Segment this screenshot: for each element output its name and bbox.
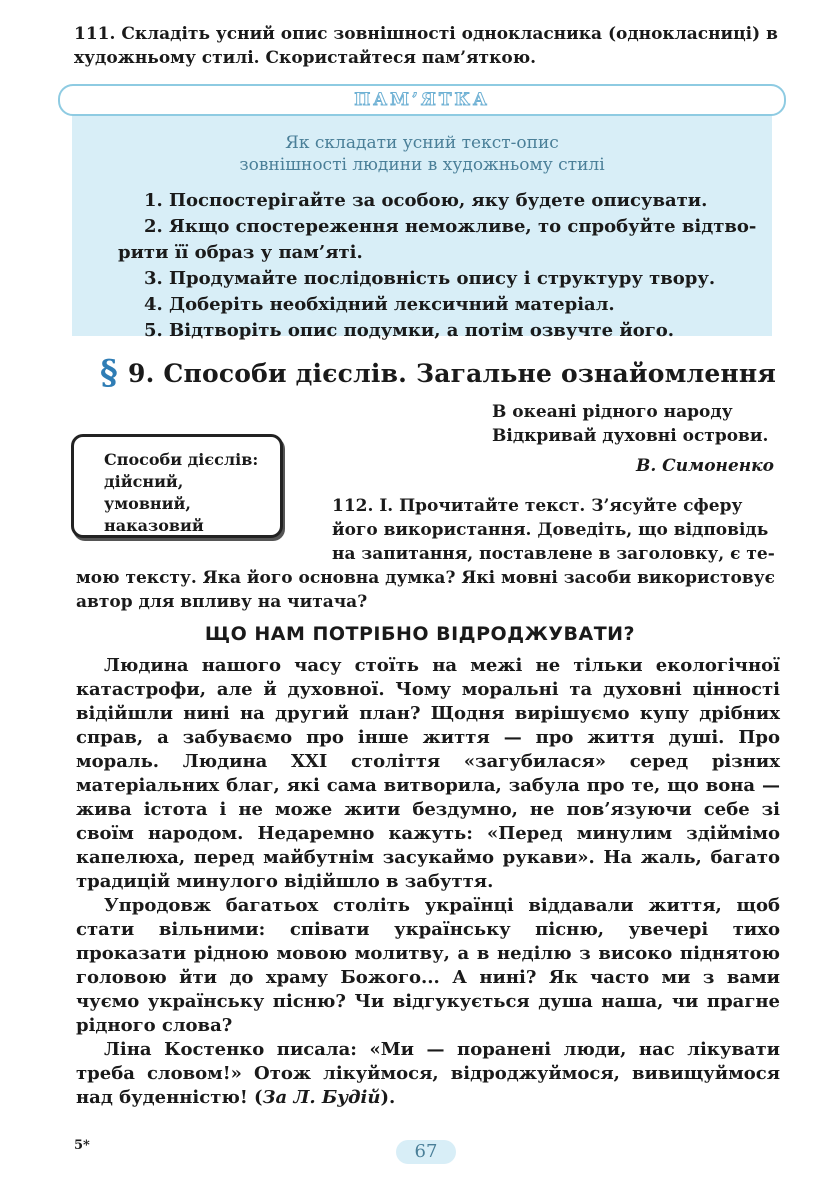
exercise-112 <box>76 494 780 614</box>
page-number: 67 <box>396 1140 456 1164</box>
exercise-112-line-1: 112. І. Прочитайте текст. З’ясуйте сферу <box>332 496 743 516</box>
memo-item-5: 5. Відтворіть опис подумки, а потім озвучте його. <box>144 320 675 341</box>
memo-item-2: 2. Якщо спостереження неможливе, то спробуйте відтво- <box>144 216 757 237</box>
memo-item-3: 3. Продумайте послідовність опису і структуру твору. <box>144 268 716 289</box>
epigraph-author: В. Симоненко <box>635 456 774 476</box>
memo-header-label: ПАМ’ЯТКА <box>354 90 490 110</box>
paragraph-3-source: За Л. Будій <box>262 1087 381 1108</box>
exercise-111 <box>74 22 786 70</box>
paragraph-3-end: ). <box>380 1087 396 1108</box>
text-title: ЩО НАМ ПОТРІБНО ВІДРОДЖУВАТИ? <box>204 623 636 645</box>
memo-subtitle-line1: Як складати усний текст-опис <box>285 133 559 153</box>
paragraph-3-main: Ліна Костенко писала: «Ми — поранені люди, нас лікувати треба словом!» Отож лікуймося, відроджуймося, вивищуймося над буденністю! ( <box>76 1039 780 1108</box>
epigraph-line-1: В океані рідного народу <box>492 402 733 422</box>
rule-box-title: Способи дієслів: <box>104 450 259 469</box>
memo-panel <box>58 84 786 341</box>
memo-subtitle-line2: зовнішності людини в художньому стилі <box>239 155 605 175</box>
memo-subtitle <box>72 132 772 176</box>
rule-box-item: умовний, <box>104 494 191 513</box>
exercise-111-number: 111. <box>74 24 116 44</box>
rule-box-item: наказовий <box>104 516 204 535</box>
body-text <box>76 654 780 1110</box>
memo-item-2-cont: рити її образ у пам’яті. <box>118 242 363 263</box>
memo-body <box>72 102 772 341</box>
rule-box-item: дійсний, <box>104 472 184 491</box>
exercise-111-text: Складіть усний опис зовнішності однокласника (однокласниці) в художньому стилі. Скористайтеся пам’яткою. <box>74 24 778 68</box>
paragraph-2: Упродовж багатьох століть українці віддавали життя, щоб стати вільними: співати українську пісню, увечері тихо проказати рідною мовою молитву, а в неділю з високо піднятою головою йти до храму Божого... А нині? Як часто ми з вами чуємо українську пісню? Чи відгукується душа наша, чи прагне рідного слова? <box>76 895 780 1036</box>
section-title-text: 9. Способи дієслів. Загальне ознайомлення <box>127 359 777 388</box>
exercise-112-line-3: на запитання, поставлене в заголовку, є те- <box>332 544 775 564</box>
memo-header <box>58 84 786 116</box>
signature-mark: 5* <box>74 1138 90 1153</box>
section-title <box>100 353 800 393</box>
paragraph-3 <box>76 1038 780 1110</box>
memo-item-4: 4. Доберіть необхідний лексичний матеріал. <box>144 294 615 315</box>
memo-item-1: 1. Поспостерігайте за особою, яку будете описувати. <box>144 190 708 211</box>
exercise-112-rest: мою тексту. Яка його основна думка? Які мовні засоби використовує автор для впливу на читача? <box>76 568 775 612</box>
section-symbol: § <box>100 353 118 393</box>
epigraph-line-2: Відкривай духовні острови. <box>492 426 769 446</box>
exercise-112-line-2: його використання. Доведіть, що відповідь <box>332 520 769 540</box>
memo-list <box>118 188 768 344</box>
epigraph <box>492 400 792 478</box>
paragraph-1: Людина нашого часу стоїть на межі не тільки екологічної катастрофи, але й духовної. Чому моральні та духовні цінності відійшли нині на другий план? Щодня вирішуємо купу дрібних справ, а забуваємо про інше життя — про життя душі. Про мораль. Людина XXI століття «загубилася» серед різних матеріальних благ, які сама витворила, забула про те, що вона — жива істота і не може жити бездумно, не пов’язуючи себе зі своїм народом. Недаремно кажуть: «Перед минулим здіймімо капелюха, перед майбутнім засукаймо рукави». На жаль, багато традицій минулого відійшло в забуття. <box>76 655 780 892</box>
